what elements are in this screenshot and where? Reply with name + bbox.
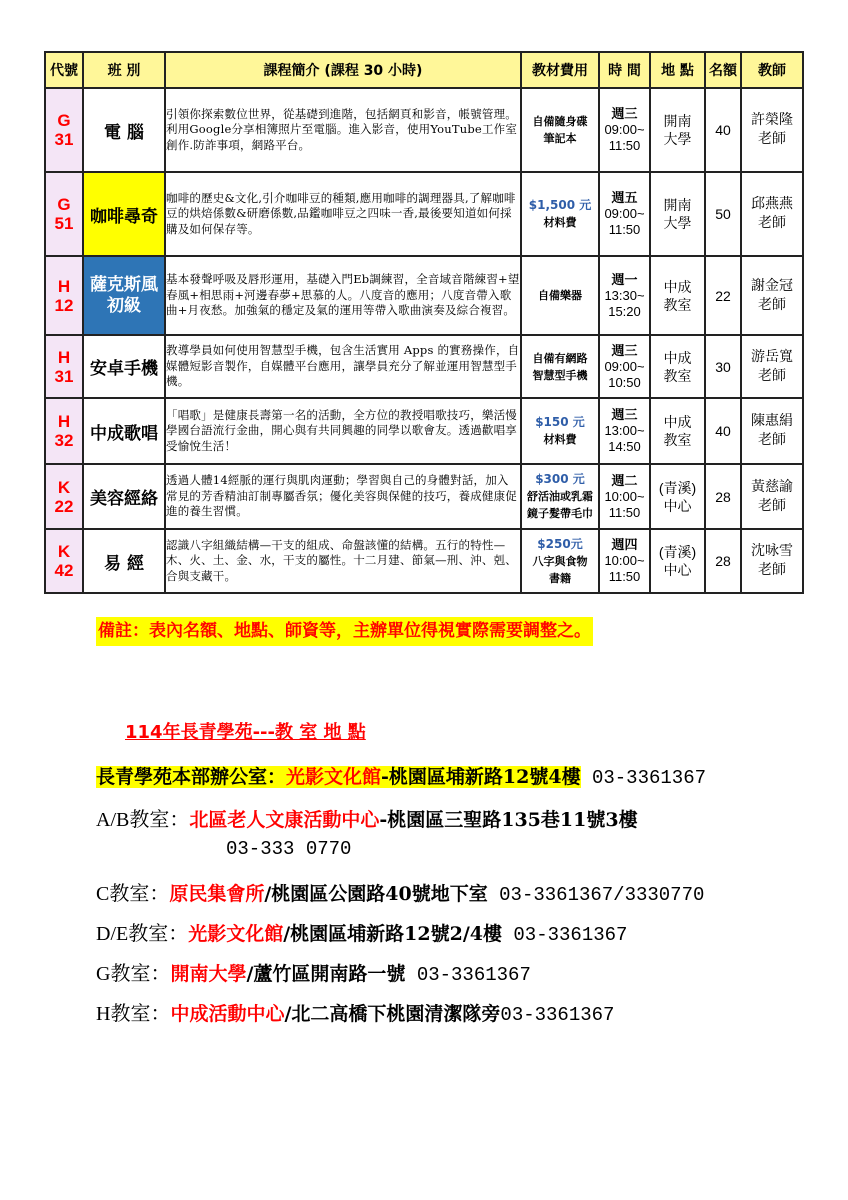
course-intro: 引領你探索數位世界，從基礎到進階，包括網頁和影音，帳號管理。利用Google分享相簿照片至電腦。進入影音，使用YouTube工作室創作.防詐事項，網路平台。 (165, 88, 521, 172)
code-letter: G (57, 195, 71, 214)
fee-item: 自備有網路 (532, 351, 588, 365)
table-row (45, 529, 803, 593)
location-ab-phone (226, 837, 351, 860)
table-row (45, 256, 803, 335)
location-phone: 03-3361367 (405, 964, 531, 986)
course-code (45, 398, 83, 464)
place-line: 中心 (663, 497, 692, 514)
course-code (45, 335, 83, 398)
place-line: 中成 (663, 414, 692, 430)
teacher-title: 老師 (758, 367, 786, 384)
fee-item: 舒活油或乳霜 (527, 490, 593, 503)
course-class: 美容經絡 (83, 464, 165, 529)
fee-item: 自備隨身碟 (532, 115, 588, 128)
header-quota: 名額 (705, 52, 741, 88)
time-day: 週三 (611, 342, 638, 358)
code-letter: H (57, 347, 71, 367)
location-label: C教室： (96, 883, 170, 905)
course-quota: 50 (705, 172, 741, 256)
location-address: -桃園區埔新路12號4樓 (381, 766, 581, 788)
course-teacher (741, 335, 803, 398)
time-start: 09:00~ (604, 122, 645, 137)
class-line: 薩克斯風 (90, 274, 158, 295)
time-end: 11:50 (608, 504, 641, 520)
course-class: 中成歌唱 (83, 398, 165, 464)
header-time: 時 間 (599, 52, 650, 88)
course-time (599, 529, 650, 593)
fee-item: 材料費 (543, 433, 577, 446)
place-line: 大學 (663, 215, 692, 231)
time-end: 11:50 (608, 138, 641, 153)
header-fee: 教材費用 (521, 52, 599, 88)
course-quota: 22 (705, 256, 741, 335)
course-quota: 40 (705, 398, 741, 464)
course-teacher (741, 464, 803, 529)
code-number: 12 (54, 295, 74, 315)
header-code: 代號 (45, 52, 83, 88)
course-fee (521, 256, 599, 335)
location-label: D/E教室： (96, 923, 189, 945)
time-end: 15:20 (608, 303, 641, 319)
course-class: 易 經 (83, 529, 165, 593)
table-row (45, 88, 803, 172)
code-number: 42 (54, 561, 74, 580)
code-letter: H (57, 412, 71, 431)
course-code (45, 464, 83, 529)
course-intro: 認識八字組織結構—干支的組成、命盤該懂的結構。五行的特性—木、火、土、金、水，干支的屬性。十二月建、節氣—刑、沖、剋、合與支藏干。 (165, 529, 521, 593)
fee-price: $1,500 元 (528, 198, 592, 212)
course-fee (521, 398, 599, 464)
course-fee (521, 88, 599, 172)
location-venue: 中成活動中心 (170, 1003, 285, 1025)
location-g (96, 957, 531, 986)
time-end: 10:50 (608, 374, 641, 390)
code-letter: G (57, 111, 71, 130)
location-phone: 03-3361367 (502, 924, 628, 946)
location-label: H教室： (96, 1003, 171, 1025)
fee-item: 書籍 (549, 571, 571, 585)
header-place: 地 點 (650, 52, 705, 88)
course-table (44, 51, 804, 594)
location-highlight (96, 766, 581, 788)
code-number: 22 (54, 496, 74, 516)
location-de (96, 917, 627, 946)
location-office (96, 762, 706, 789)
header-class: 班 別 (83, 52, 165, 88)
time-end: 11:50 (608, 569, 641, 584)
place-line: 教室 (663, 432, 692, 448)
course-teacher (741, 529, 803, 593)
course-teacher (741, 172, 803, 256)
teacher-name: 許榮隆 (751, 112, 793, 128)
course-class: 咖啡尋奇 (83, 172, 165, 256)
course-teacher (741, 256, 803, 335)
code-letter: K (57, 542, 71, 561)
course-place (650, 256, 705, 335)
place-line: 開南 (663, 197, 692, 213)
time-end: 14:50 (608, 439, 641, 454)
location-label: A/B教室： (96, 809, 190, 831)
fee-price: $250元 (537, 536, 583, 551)
course-time (599, 464, 650, 529)
time-start: 13:00~ (604, 423, 645, 438)
place-line: 開南 (663, 113, 692, 129)
fee-price: $300 元 (535, 472, 585, 486)
course-place (650, 172, 705, 256)
course-fee (521, 529, 599, 593)
place-line: 教室 (663, 367, 692, 384)
time-day: 週四 (611, 537, 638, 552)
place-line: 教室 (663, 296, 692, 313)
fee-price: $150 元 (535, 415, 585, 429)
course-fee (521, 464, 599, 529)
course-time (599, 172, 650, 256)
location-c (96, 877, 704, 906)
course-class (83, 256, 165, 335)
class-line: 初級 (107, 295, 141, 316)
course-intro: 咖啡的歷史&文化,引介咖啡豆的種類,應用咖啡的調理器具,了解咖啡豆的烘焙係數&研磨係數,品鑑咖啡豆之四味一香,最後要知道如何採購及如何保存等。 (165, 172, 521, 256)
time-day: 週二 (611, 472, 638, 488)
teacher-name: 黃慈諭 (751, 478, 793, 495)
course-time (599, 256, 650, 335)
location-label: 長青學苑本部辦公室： (96, 766, 287, 788)
course-fee (521, 335, 599, 398)
course-intro: 基本發聲呼吸及唇形運用，基礎入門Eb調練習，全音域音階練習+望春風+相思雨+河邊春夢+思慕的人。八度音的應用；八度音帶入歌曲+月夜愁。加強氣的穩定及氣的運用等帶入歌曲演奏及綜合複習。 (165, 256, 521, 335)
teacher-name: 邱燕燕 (751, 196, 793, 212)
teacher-title: 老師 (758, 215, 786, 231)
code-number: 32 (54, 431, 74, 450)
location-phone: 03-3361367/3330770 (487, 884, 705, 906)
location-phone: 03-3361367 (500, 1004, 615, 1026)
header-teacher: 教師 (741, 52, 803, 88)
course-code (45, 529, 83, 593)
location-venue: 光影文化館 (188, 923, 284, 945)
table-row (45, 464, 803, 529)
code-letter: H (57, 276, 71, 296)
place-line: (青溪) (658, 544, 697, 560)
course-quota: 28 (705, 464, 741, 529)
course-time (599, 335, 650, 398)
time-start: 09:00~ (604, 358, 645, 374)
table-header-row (45, 52, 803, 88)
code-number: 31 (54, 130, 74, 149)
fee-item: 智慧型手機 (532, 368, 588, 382)
fee-item: 自備樂器 (538, 289, 582, 302)
location-address: /北二高橋下桃園清潔隊旁 (284, 1003, 501, 1025)
location-phone: 03-333 0770 (226, 838, 352, 860)
code-number: 31 (54, 366, 74, 386)
course-teacher (741, 398, 803, 464)
place-line: 中成 (663, 278, 692, 295)
code-number: 51 (54, 214, 74, 233)
course-place (650, 88, 705, 172)
code-letter: K (57, 477, 71, 497)
course-time (599, 398, 650, 464)
time-day: 週五 (611, 190, 638, 205)
locations-title: 114年長青學苑---教 室 地 點 (125, 722, 366, 743)
location-address: -桃園區三聖路135巷11號3樓 (379, 809, 638, 831)
course-intro: 透過人體14經脈的運行與肌肉運動；學習與自己的身體對話，加入常見的芳香精油訂制專屬香氛；優化美容與保健的技巧，養成健康促進的養生習慣。 (165, 464, 521, 529)
location-venue: 光影文化館 (286, 766, 382, 788)
location-address: /蘆竹區開南路一號 (246, 963, 406, 985)
location-phone: 03-3361367 (580, 767, 706, 789)
teacher-title: 老師 (758, 497, 786, 514)
time-start: 10:00~ (604, 488, 645, 504)
time-day: 週一 (611, 271, 638, 287)
table-row (45, 335, 803, 398)
fee-item: 材料費 (543, 216, 577, 229)
time-start: 13:30~ (604, 287, 645, 303)
course-place (650, 529, 705, 593)
place-line: 中心 (663, 562, 692, 578)
remark-note: 備註：表內名額、地點、師資等，主辦單位得視實際需要調整之。 (96, 617, 593, 646)
course-place (650, 464, 705, 529)
table-row (45, 172, 803, 256)
course-code (45, 172, 83, 256)
teacher-title: 老師 (758, 562, 786, 578)
course-quota: 28 (705, 529, 741, 593)
teacher-title: 老師 (758, 432, 786, 448)
course-time (599, 88, 650, 172)
fee-item: 鏡子髮帶毛巾 (527, 507, 593, 520)
course-class: 安卓手機 (83, 335, 165, 398)
teacher-name: 游岳寬 (751, 348, 793, 365)
course-quota: 30 (705, 335, 741, 398)
time-start: 09:00~ (604, 206, 645, 221)
course-class: 電 腦 (83, 88, 165, 172)
location-h (96, 997, 614, 1026)
table-row (45, 398, 803, 464)
course-place (650, 335, 705, 398)
teacher-name: 謝金冠 (751, 277, 793, 294)
course-place (650, 398, 705, 464)
time-day: 週三 (611, 106, 638, 121)
fee-item: 筆記本 (543, 132, 577, 145)
course-fee (521, 172, 599, 256)
teacher-title: 老師 (758, 131, 786, 147)
location-venue: 原民集會所 (169, 883, 265, 905)
place-line: (青溪) (658, 479, 697, 496)
location-address: /桃園區埔新路12號2/4樓 (283, 923, 502, 945)
course-code (45, 256, 83, 335)
teacher-name: 陳惠絹 (751, 413, 793, 429)
place-line: 中成 (663, 349, 692, 366)
course-intro: 「唱歌」是健康長壽第一名的活動，全方位的教授唱歌技巧，樂活慢學國台語流行金曲，開心與有共同興趣的同學以歌會友。透過歡唱享受愉悅生活！ (165, 398, 521, 464)
location-label: G教室： (96, 963, 171, 985)
teacher-title: 老師 (758, 296, 786, 313)
location-ab (96, 803, 638, 832)
teacher-name: 沈咏雪 (751, 543, 793, 559)
course-quota: 40 (705, 88, 741, 172)
header-intro: 課程簡介 (課程 30 小時) (165, 52, 521, 88)
location-venue: 開南大學 (170, 963, 247, 985)
location-address: /桃園區公園路40號地下室 (264, 883, 488, 905)
time-day: 週三 (611, 407, 638, 422)
course-intro: 教導學員如何使用智慧型手機，包含生活實用 Apps 的實務操作，自媒體短影音製作，自媒體平台應用，讓學員充分了解並運用智慧型手機。 (165, 335, 521, 398)
place-line: 大學 (663, 131, 692, 147)
course-code (45, 88, 83, 172)
time-start: 10:00~ (604, 553, 645, 568)
time-end: 11:50 (608, 222, 641, 237)
course-teacher (741, 88, 803, 172)
location-venue: 北區老人文康活動中心 (189, 809, 380, 831)
fee-item: 八字與食物 (532, 554, 588, 568)
